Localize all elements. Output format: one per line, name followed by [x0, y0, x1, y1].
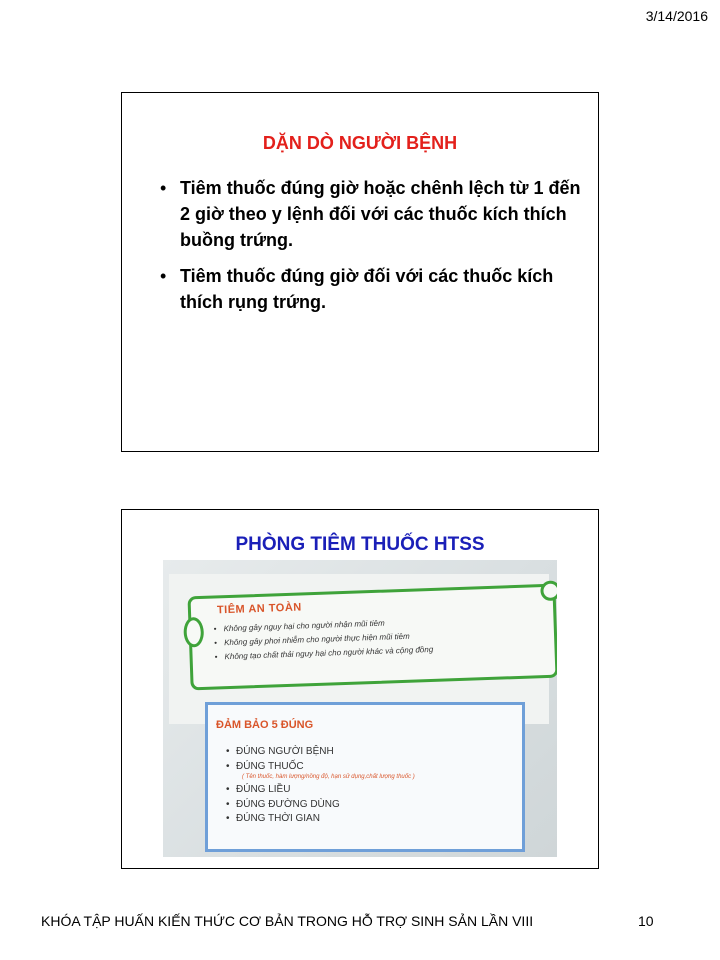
slide-title: PHÒNG TIÊM THUỐC HTSS: [235, 534, 485, 555]
card-item: • ĐÚNG ĐƯỜNG DÙNG: [226, 798, 340, 813]
poster-photo: [163, 560, 557, 857]
banner-item: • Không gây phơi nhiễm cho người thực hiện mũi tiêm: [214, 629, 433, 651]
banner-title: TIÊM AN TOÀN: [216, 601, 302, 617]
card-item: • ĐÚNG THỜI GIAN: [226, 812, 340, 827]
slide-title: DẶN DÒ NGƯỜI BỆNH: [262, 133, 458, 153]
banner-item: • Không gây nguy hại cho người nhận mũi tiêm: [213, 615, 432, 637]
scroll-curl-right: [540, 580, 557, 601]
card-item: • ĐÚNG LIỀU: [226, 783, 340, 798]
safe-injection-banner: [187, 584, 557, 691]
slide-thumbnail-2: [121, 509, 599, 869]
bullet-item: • Tiêm thuốc đúng giờ hoặc chênh lệch từ 1 đến 2 giờ theo y lệnh đối với các thuốc kích thích buồng trứng.: [160, 175, 582, 253]
banner-list: [213, 615, 433, 665]
slide-thumbnail-1: [121, 92, 599, 452]
scroll-curl-left: [183, 617, 204, 648]
bullet-list: [160, 175, 582, 325]
date: 3/14/2016: [645, 8, 708, 24]
card-list: [226, 745, 340, 827]
bullet-item: • Tiêm thuốc đúng giờ đối với các thuốc kích thích rụng trứng.: [160, 263, 582, 315]
five-rights-card: [205, 702, 525, 852]
card-title: ĐẢM BẢO 5 ĐÚNG: [216, 719, 314, 731]
card-item: • ĐÚNG NGƯỜI BỆNH: [226, 745, 340, 760]
card-item: • ĐÚNG THUỐC: [226, 760, 340, 775]
banner-item: • Không tạo chất thải nguy hại cho người khác và cộng đồng: [214, 643, 433, 665]
card-note: ( Tên thuốc, hàm lượng/nồng độ, hạn sử dụng,chất lượng thuốc ): [242, 774, 415, 780]
page-number: 10: [638, 913, 654, 929]
footer-text: KHÓA TẬP HUẤN KIẾN THỨC CƠ BẢN TRONG HỖ TRỢ SINH SẢN LẦN VIII: [41, 913, 534, 929]
